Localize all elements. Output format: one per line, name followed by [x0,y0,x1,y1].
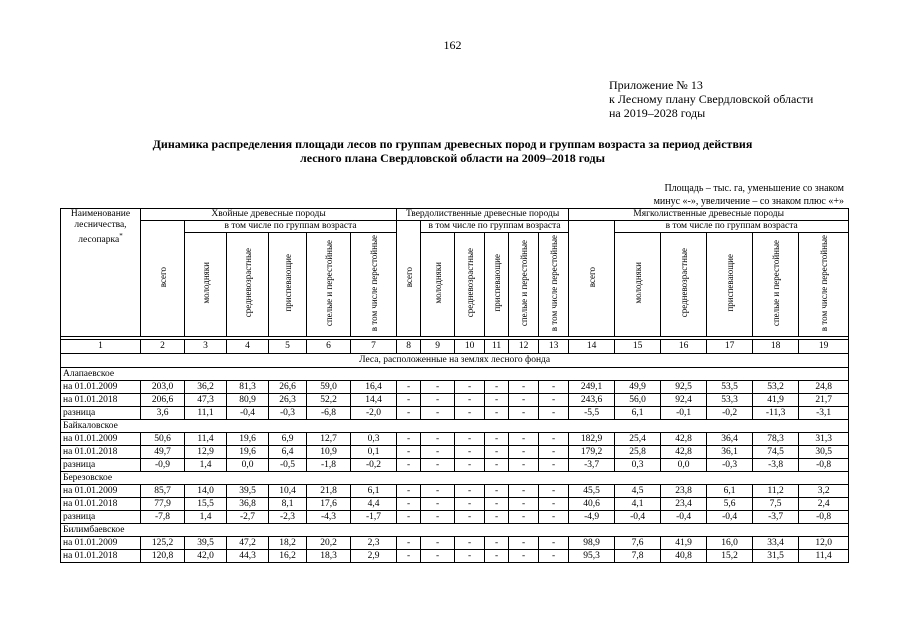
table-cell: 44,3 [227,550,269,563]
title-line-1: Динамика распределения площади лесов по группам древесных пород и группам возраста за период действия [152,137,753,151]
table-cell: 81,3 [227,381,269,394]
table-cell: - [539,446,569,459]
column-number: 2 [141,340,185,354]
row-label: на 01.01.2009 [61,485,141,498]
table-cell: 16,2 [269,550,307,563]
table-cell: 0,0 [661,459,707,472]
table-cell: -11,3 [753,407,799,420]
row-label: на 01.01.2009 [61,433,141,446]
table-cell: - [539,485,569,498]
table-cell: - [455,550,485,563]
header-hardwood-overmature: в том числе перестойные [539,233,569,337]
table-cell: -0,2 [707,407,753,420]
table-cell: 2,3 [351,537,397,550]
table-cell: - [455,459,485,472]
table-cell: -3,7 [569,459,615,472]
table-cell: - [421,511,455,524]
table-cell: - [485,459,509,472]
table-cell: 15,5 [185,498,227,511]
header-softwood-premature: приспевающие [707,233,753,337]
table-cell: - [455,394,485,407]
table-cell: 39,5 [185,537,227,550]
header-hardwood-middle: средневозрастные [455,233,485,337]
table-cell: 47,3 [185,394,227,407]
table-cell: 92,5 [661,381,707,394]
table-cell: 39,5 [227,485,269,498]
table-cell: -0,3 [269,407,307,420]
header-conifer-young: молодняки [185,233,227,337]
table-cell: 74,5 [753,446,799,459]
group-name: Билимбаевское [61,524,849,537]
table-cell: - [485,407,509,420]
table-cell: 16,4 [351,381,397,394]
table-cell: 10,9 [307,446,351,459]
table-cell: 40,8 [661,550,707,563]
table-cell: - [397,498,421,511]
table-cell: - [509,459,539,472]
column-number: 6 [307,340,351,354]
table-cell: - [397,433,421,446]
table-cell: - [455,407,485,420]
table-cell: 56,0 [615,394,661,407]
table-cell: 25,8 [615,446,661,459]
table-cell: 16,0 [707,537,753,550]
table-cell: - [421,446,455,459]
table-row [61,459,849,472]
column-number: 10 [455,340,485,354]
table-cell: 14,0 [185,485,227,498]
table-cell: 243,6 [569,394,615,407]
table-cell: -2,0 [351,407,397,420]
table-cell: - [509,498,539,511]
section-row [61,354,849,368]
table-cell: -0,8 [799,511,849,524]
table-cell: - [509,433,539,446]
table-cell: - [397,511,421,524]
table-cell: 125,2 [141,537,185,550]
table-cell: 15,2 [707,550,753,563]
table-cell: -6,8 [307,407,351,420]
table-cell: 11,4 [185,433,227,446]
table-cell: 2,9 [351,550,397,563]
table-cell: - [421,550,455,563]
table-cell: - [421,498,455,511]
table-cell: - [421,381,455,394]
table-cell: -0,9 [141,459,185,472]
column-number: 1 [61,340,141,354]
table-cell: -0,4 [661,511,707,524]
table-cell: 77,9 [141,498,185,511]
table-cell: - [485,537,509,550]
table-cell: 31,3 [799,433,849,446]
header-conifer-premature: приспевающие [269,233,307,337]
table-cell: 0,0 [227,459,269,472]
table-cell: -3,8 [753,459,799,472]
table-cell: - [421,459,455,472]
column-number: 4 [227,340,269,354]
table-cell: 41,9 [753,394,799,407]
table-cell: 6,9 [269,433,307,446]
table-cell: - [397,537,421,550]
table-cell: - [539,511,569,524]
header-softwood: Мягколиственные древесные породы [569,209,849,221]
table-row [61,394,849,407]
table-cell: 42,0 [185,550,227,563]
table-cell: 0,3 [615,459,661,472]
table-cell: -0,2 [351,459,397,472]
table-cell: 6,1 [707,485,753,498]
table-row [61,511,849,524]
table-row [61,433,849,446]
table-cell: 30,5 [799,446,849,459]
table-row [61,446,849,459]
table-cell: 52,2 [307,394,351,407]
column-number: 14 [569,340,615,354]
table-cell: - [485,446,509,459]
table-cell: 42,8 [661,446,707,459]
table-cell: 2,4 [799,498,849,511]
table-cell: - [455,381,485,394]
table-cell: 11,4 [799,550,849,563]
column-number: 16 [661,340,707,354]
table-cell: - [539,459,569,472]
table-cell: - [509,537,539,550]
table-cell: -3,7 [753,511,799,524]
group-name: Березовское [61,472,849,485]
column-number: 7 [351,340,397,354]
table-cell: 53,5 [707,381,753,394]
row-label: разница [61,459,141,472]
table-cell: 7,6 [615,537,661,550]
group-row [61,472,849,485]
table-cell: 6,4 [269,446,307,459]
column-number: 9 [421,340,455,354]
table-cell: 20,2 [307,537,351,550]
table-cell: -0,5 [269,459,307,472]
row-label: разница [61,407,141,420]
table-cell: 26,3 [269,394,307,407]
table-cell: 40,6 [569,498,615,511]
table-cell: - [421,433,455,446]
document-title [60,137,845,165]
table-cell: -0,3 [707,459,753,472]
table-cell: 78,3 [753,433,799,446]
column-number: 8 [397,340,421,354]
column-number: 15 [615,340,661,354]
group-row [61,368,849,381]
table-cell: -0,1 [661,407,707,420]
column-number: 12 [509,340,539,354]
table-cell: - [397,394,421,407]
table-cell: - [539,407,569,420]
table-cell: 41,9 [661,537,707,550]
table-cell: 4,1 [615,498,661,511]
table-cell: - [485,381,509,394]
table-cell: - [397,446,421,459]
header-hardwood-mature: спелые и перестойные [509,233,539,337]
table-cell: - [455,433,485,446]
table-cell: - [455,511,485,524]
table-cell: - [421,407,455,420]
appendix-line-2: к Лесному плану Свердловской области [609,92,814,106]
table-cell: - [509,446,539,459]
title-line-2: лесного плана Свердловской области на 2009–2018 годы [300,151,605,165]
table-cell: -4,3 [307,511,351,524]
header-conifer-age-groups: в том числе по группам возраста [185,221,397,233]
table-cell: -0,8 [799,459,849,472]
table-cell: - [421,485,455,498]
table-cell: - [485,433,509,446]
table-cell: 17,6 [307,498,351,511]
group-name: Алапаевское [61,368,849,381]
table-cell: - [539,498,569,511]
table-cell: 7,8 [615,550,661,563]
table-cell: - [421,394,455,407]
table-cell: 3,2 [799,485,849,498]
column-number: 19 [799,340,849,354]
row-label: на 01.01.2018 [61,446,141,459]
table-cell: 3,6 [141,407,185,420]
table-cell: 80,9 [227,394,269,407]
table-row [61,537,849,550]
group-row [61,524,849,537]
table-cell: - [397,485,421,498]
group-row [61,420,849,433]
table-cell: 14,4 [351,394,397,407]
table-cell: - [397,381,421,394]
table-row [61,498,849,511]
table-cell: 0,3 [351,433,397,446]
table-cell: - [509,407,539,420]
table-cell: 1,4 [185,511,227,524]
table-cell: -2,3 [269,511,307,524]
table-cell: 182,9 [569,433,615,446]
table-cell: - [539,433,569,446]
table-cell: 4,4 [351,498,397,511]
column-number: 5 [269,340,307,354]
table-cell: -3,1 [799,407,849,420]
table-cell: 31,5 [753,550,799,563]
table-cell: 11,2 [753,485,799,498]
table-cell: -4,9 [569,511,615,524]
table-cell: 50,6 [141,433,185,446]
table-row [61,550,849,563]
table-cell: - [455,537,485,550]
header-hardwood-premature: приспевающие [485,233,509,337]
table-cell: - [397,407,421,420]
table-cell: 206,6 [141,394,185,407]
table-cell: 33,4 [753,537,799,550]
table-cell: 36,8 [227,498,269,511]
table-cell: -1,8 [307,459,351,472]
table-cell: - [455,485,485,498]
table-cell: 21,8 [307,485,351,498]
table-cell: - [539,550,569,563]
table-cell: -2,7 [227,511,269,524]
table-cell: 10,4 [269,485,307,498]
table-cell: - [485,511,509,524]
row-label: на 01.01.2018 [61,498,141,511]
units-line-1: Площадь – тыс. га, уменьшение со знаком [664,183,844,194]
header-softwood-mature: спелые и перестойные [753,233,799,337]
table-cell: 4,5 [615,485,661,498]
table-cell: 18,3 [307,550,351,563]
table-cell: 53,2 [753,381,799,394]
section-title: Леса, расположенные на землях лесного фонда [61,354,849,368]
table-cell: 12,7 [307,433,351,446]
table-cell: - [509,550,539,563]
table-cell: 95,3 [569,550,615,563]
table-cell: 6,1 [351,485,397,498]
table-cell: 203,0 [141,381,185,394]
table-cell: 49,9 [615,381,661,394]
row-label: на 01.01.2018 [61,394,141,407]
table-cell: -0,4 [707,511,753,524]
column-number: 17 [707,340,753,354]
header-conifer-middle: средневозрастные [227,233,269,337]
table-cell: -1,7 [351,511,397,524]
table-cell: 6,1 [615,407,661,420]
table-cell: 92,4 [661,394,707,407]
table-cell: - [397,550,421,563]
appendix-line-1: Приложение № 13 [609,78,703,92]
table-cell: 85,7 [141,485,185,498]
table-cell: -5,5 [569,407,615,420]
table-cell: 249,1 [569,381,615,394]
column-number: 13 [539,340,569,354]
table-cell: 42,8 [661,433,707,446]
table-cell: 19,6 [227,446,269,459]
table-row [61,407,849,420]
table-cell: -0,4 [227,407,269,420]
page-number: 162 [443,38,462,52]
table-cell: 26,6 [269,381,307,394]
header-softwood-middle: средневозрастные [661,233,707,337]
table-cell: 120,8 [141,550,185,563]
table-cell: - [485,550,509,563]
table-cell: 23,8 [661,485,707,498]
table-cell: 36,4 [707,433,753,446]
table-cell: - [455,446,485,459]
table-cell: 45,5 [569,485,615,498]
table-cell: 98,9 [569,537,615,550]
table-cell: 53,3 [707,394,753,407]
table-cell: 21,7 [799,394,849,407]
table-cell: -7,8 [141,511,185,524]
table-cell: - [509,394,539,407]
table-cell: 7,5 [753,498,799,511]
table-cell: - [539,381,569,394]
column-number: 11 [485,340,509,354]
table-cell: 12,9 [185,446,227,459]
table-cell: 8,1 [269,498,307,511]
table-cell: 11,1 [185,407,227,420]
table-cell: - [539,394,569,407]
table-cell: -0,4 [615,511,661,524]
appendix-line-3: на 2019–2028 годы [609,106,706,120]
table-cell: - [509,511,539,524]
header-softwood-total: всего [569,221,615,337]
header-conifer-overmature: в том числе перестойные [351,233,397,337]
table-cell: 5,6 [707,498,753,511]
header-conifer-mature: спелые и перестойные [307,233,351,337]
table-cell: 19,6 [227,433,269,446]
header-hardwood-total: всего [397,221,421,337]
row-label: на 01.01.2009 [61,381,141,394]
table-cell: - [485,485,509,498]
table-cell: - [455,498,485,511]
column-number-row [61,340,849,354]
appendix-note [609,78,813,120]
header-softwood-age-groups: в том числе по группам возраста [615,221,849,233]
table-cell: 49,7 [141,446,185,459]
column-number: 3 [185,340,227,354]
table-cell: - [485,498,509,511]
header-conifer: Хвойные древесные породы [141,209,397,221]
table-body [61,354,849,563]
row-label: на 01.01.2009 [61,537,141,550]
header-softwood-overmature: в том числе перестойные [799,233,849,337]
table-cell: 0,1 [351,446,397,459]
header-name-column: Наименование лесничества, лесопарка* [61,209,141,337]
table-cell: 1,4 [185,459,227,472]
table-cell: 47,2 [227,537,269,550]
table-cell: 23,4 [661,498,707,511]
table-cell: 25,4 [615,433,661,446]
header-hardwood-age-groups: в том числе по группам возраста [421,221,569,233]
table-cell: - [397,459,421,472]
table-cell: 36,2 [185,381,227,394]
table-cell: 59,0 [307,381,351,394]
header-hardwood: Твердолиственные древесные породы [397,209,569,221]
forest-dynamics-table [60,208,849,563]
header-conifer-total: всего [141,221,185,337]
table-cell: - [485,394,509,407]
units-note [654,182,844,208]
table-cell: 24,8 [799,381,849,394]
table-row [61,381,849,394]
table-cell: 12,0 [799,537,849,550]
group-name: Байкаловское [61,420,849,433]
table-cell: 18,2 [269,537,307,550]
table-cell: - [509,381,539,394]
units-line-2: минус «-», увеличение – со знаком плюс «+» [653,196,844,207]
table-cell: 179,2 [569,446,615,459]
row-label: на 01.01.2018 [61,550,141,563]
header-hardwood-young: молодняки [421,233,455,337]
column-number: 18 [753,340,799,354]
table-cell: - [539,537,569,550]
table-cell: 36,1 [707,446,753,459]
header-softwood-young: молодняки [615,233,661,337]
table-cell: - [421,537,455,550]
table-row [61,485,849,498]
table-cell: - [509,485,539,498]
row-label: разница [61,511,141,524]
